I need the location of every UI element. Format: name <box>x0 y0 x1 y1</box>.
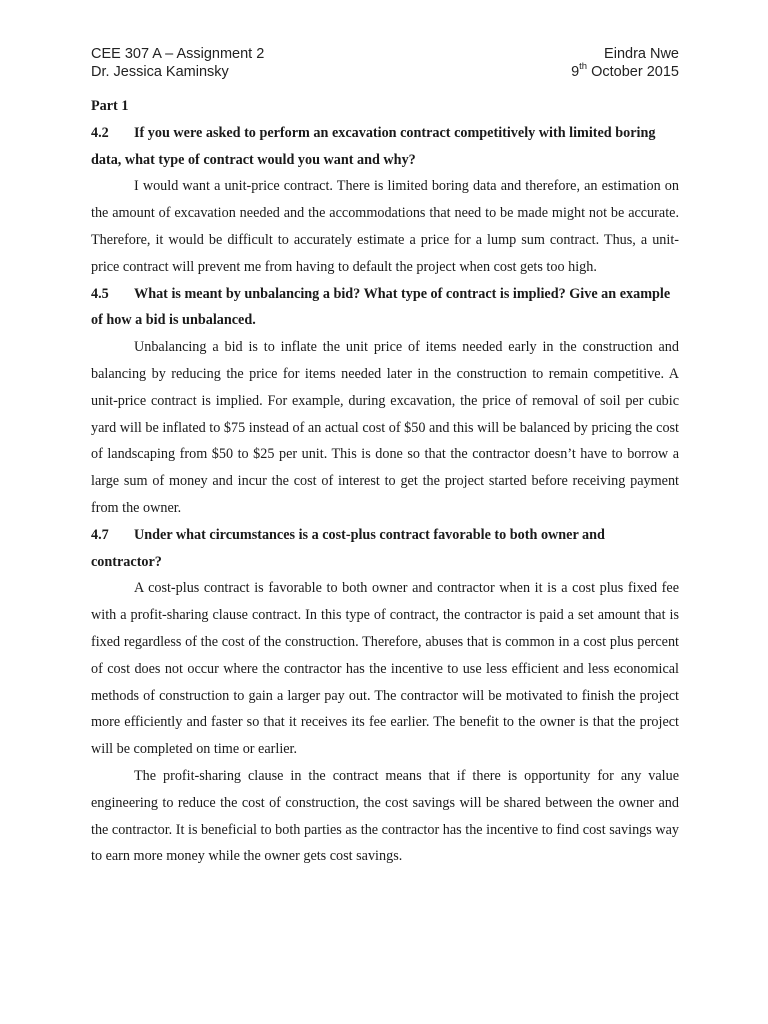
instructor-name: Dr. Jessica Kaminsky <box>91 64 229 80</box>
question-text: Under what circumstances is a cost-plus contract favorable to both owner and contractor? <box>91 526 605 570</box>
question-heading <box>91 522 679 576</box>
section-4-7 <box>91 522 679 870</box>
submission-date <box>571 63 679 81</box>
question-number: 4.5 <box>91 285 109 302</box>
part-title: Part 1 <box>91 98 129 114</box>
course-assignment-label: CEE 307 A – Assignment 2 <box>91 46 265 62</box>
date-day: 9 <box>571 64 580 80</box>
author-name: Eindra Nwe <box>604 46 679 62</box>
question-text: What is meant by unbalancing a bid? What type of contract is implied? Give an example of how a bid is unbalanced. <box>91 285 671 329</box>
question-heading <box>91 120 679 174</box>
section-4-5 <box>91 281 679 522</box>
header-row-2 <box>91 63 679 81</box>
answer-paragraph: Unbalancing a bid is to inflate the unit price of items needed early in the construction and balancing by reducing the price for items needed later in the construction to remain competitive. A unit-price contract is implied. For example, during excavation, the price of removal of soil per cubic yard will be inflated to $75 instead of an actual cost of $50 and this will be balanced by pricing the cost of landscaping from $50 to $25 per unit. This is done so that the contractor doesn’t have to borrow a large sum of money and incur the cost of interest to get the project started before receiving payment from the owner. <box>91 339 679 516</box>
question-number: 4.7 <box>91 526 109 543</box>
answer-paragraph: I would want a unit-price contract. There is limited boring data and therefore, an estimation on the amount of excavation needed and the accommodations that need to be made might not be accurate. Therefore, it would be difficult to accurately estimate a price for a lump sum contract. Thus, a unit-price contract will prevent me from having to default the project when cost gets too high. <box>91 178 679 275</box>
document-body <box>91 93 679 870</box>
question-text: If you were asked to perform an excavation contract competitively with limited boring data, what type of contract would you want and why? <box>91 124 656 168</box>
page-header <box>91 45 679 81</box>
question-heading <box>91 281 679 335</box>
date-month-year: October 2015 <box>587 64 679 80</box>
answer-paragraph: The profit-sharing clause in the contract means that if there is opportunity for any value engineering to reduce the cost of construction, the cost savings will be shared between the owner and the contractor. It is beneficial to both parties as the contractor has the incentive to find cost savings way to earn more money while the owner gets cost savings. <box>91 767 679 865</box>
date-ordinal-suffix: th <box>579 61 588 73</box>
section-4-2 <box>91 120 679 281</box>
answer-paragraph: A cost-plus contract is favorable to both owner and contractor when it is a cost plus fixed fee with a profit-sharing clause contract. In this type of contract, the contractor is paid a set amount that is fixed regardless of the cost of the construction. Therefore, abuses that is common in a cost plus percent of cost does not occur where the contractor has the incentive to use less efficient and less economical methods of construction to gain a larger pay out. The contractor will be motivated to finish the project more efficiently and faster so that it receives its fee earlier. The benefit to the owner is that the project will be completed on time or earlier. <box>91 580 679 758</box>
question-number: 4.2 <box>91 124 109 141</box>
header-row-1 <box>91 45 679 63</box>
